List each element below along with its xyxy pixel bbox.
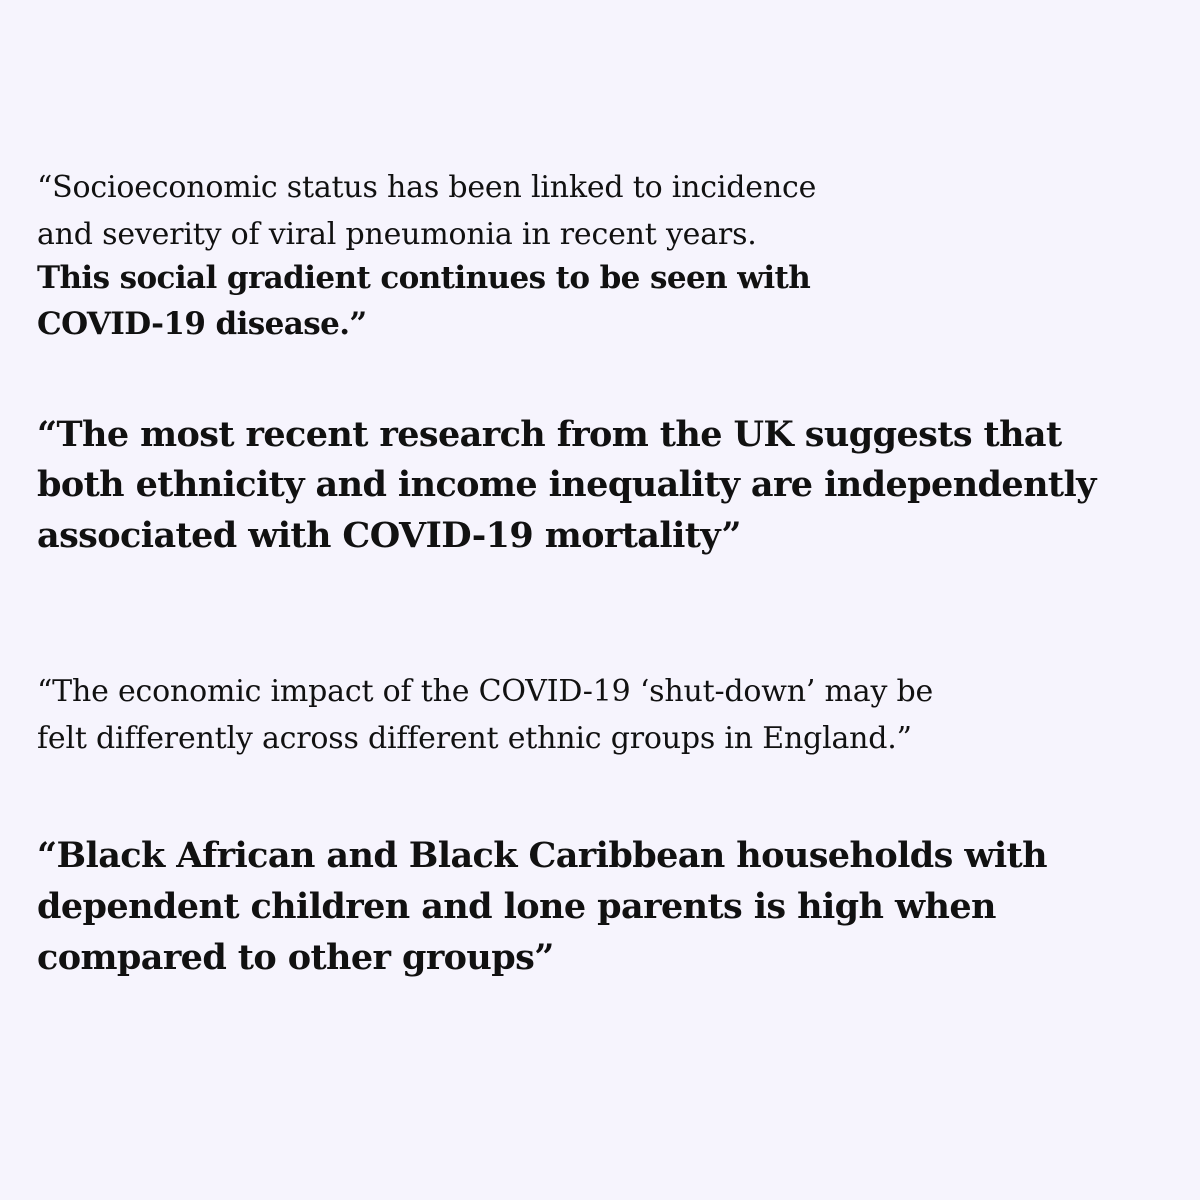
- quote-4-line-1: “Black African and Black Caribbean households with: [37, 835, 1047, 876]
- quote-1-line-3: This social gradient continues to be seen with: [37, 260, 811, 296]
- quote-3-line-1: “The economic impact of the COVID-19 ‘shut-down’ may be: [37, 674, 934, 709]
- quote-1-line-1: “Socioeconomic status has been linked to incidence: [37, 170, 817, 205]
- quote-2-line-1: “The most recent research from the UK suggests that: [37, 414, 1062, 455]
- quote-1-line-4: COVID-19 disease.”: [37, 306, 367, 342]
- quote-4-line-2: dependent children and lone parents is high when: [37, 886, 996, 927]
- quote-1-line-2: and severity of viral pneumonia in recent years.: [37, 217, 757, 252]
- quote-4-line-3: compared to other groups”: [37, 937, 554, 978]
- quote-2-line-2: both ethnicity and income inequality are independently: [37, 464, 1096, 505]
- quote-3-line-2: felt differently across different ethnic groups in England.”: [37, 721, 912, 756]
- quote-2-line-3: associated with COVID-19 mortality”: [37, 515, 741, 556]
